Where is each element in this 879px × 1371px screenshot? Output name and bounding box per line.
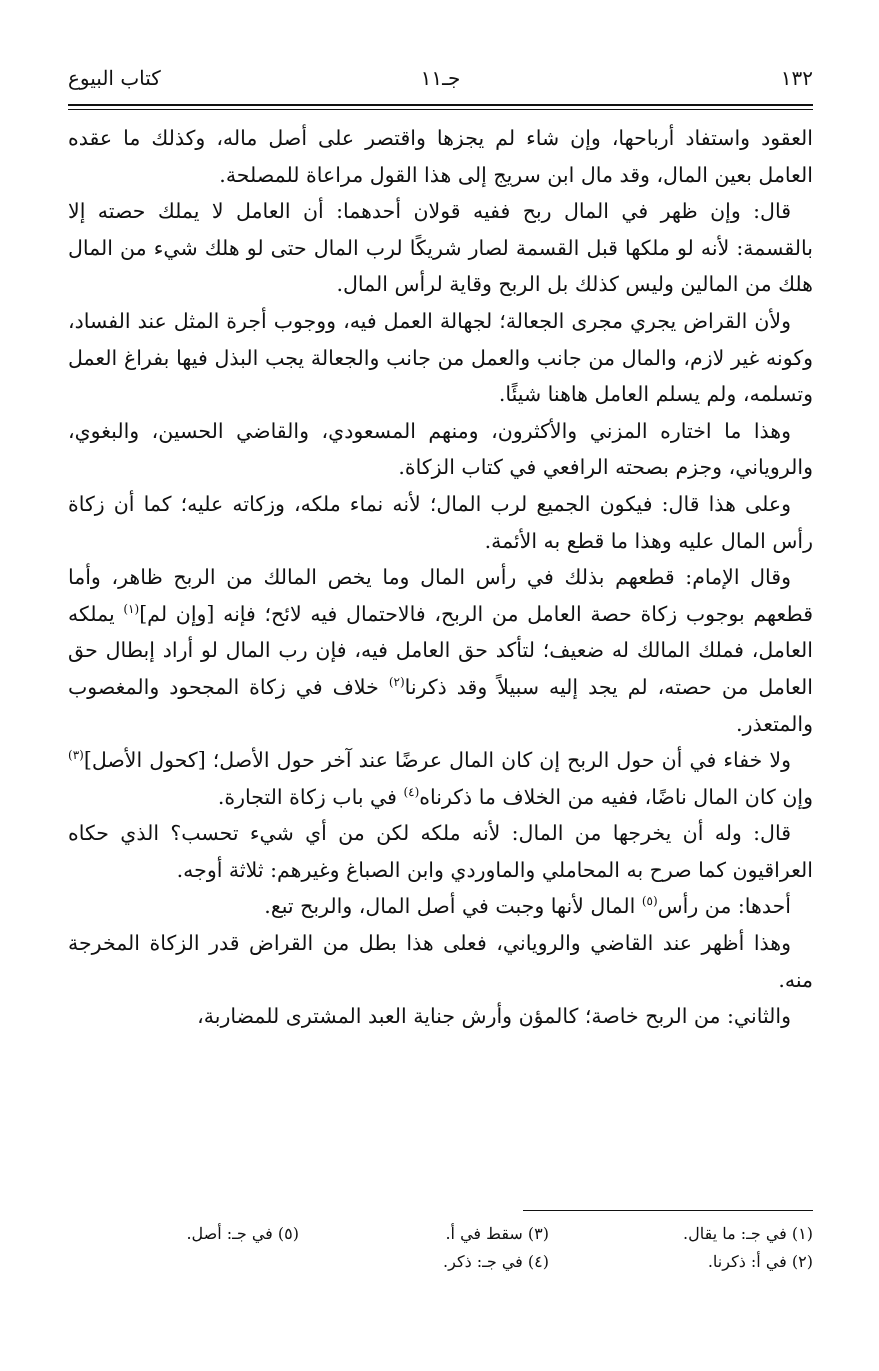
footnote-ref: (١) [123, 601, 140, 616]
page-header [68, 60, 813, 104]
paragraph-text: خلاف في زكاة المجحود والمغصوب والمتعذر. [68, 674, 813, 736]
paragraph-text: وقال الإمام: قطعهم بذلك في رأس المال وما يخص المالك من الربح ظاهر، وأما قطعهم بوجوب زكاة حصة العامل من الربح، فالاحتمال فيه لائح؛ فإنه [وإن لم] [68, 565, 814, 626]
header-rule [68, 104, 813, 106]
footnote-row [68, 1248, 813, 1276]
paragraph: قال: وله أن يخرجها من المال: لأنه ملكه لكن من أي شيء تحسب؟ الذي حكاه العراقيون كما صرح به المحاملي والماوردي وابن الصباغ وغيرهم: ثلاثة أوجه. [68, 821, 813, 882]
paragraph-text: المال لأنها وجبت في أصل المال، والربح تبع. [264, 894, 642, 919]
footnotes [68, 1220, 813, 1276]
footnote-ref: (٥) [641, 894, 658, 909]
paragraph-text: في باب زكاة التجارة. [217, 784, 404, 809]
paragraph: قال: وإن ظهر في المال ربح ففيه قولان أحدهما: أن العامل لا يملك حصته إلا بالقسمة: لأنه لو ملكها قبل القسمة لصار شريكًا لرب المال حتى لو هلك شيء من المال هلك من المالين وليس كذلك بل الربح وقاية لرأس المال. [68, 199, 813, 297]
footnote-ref: (٣) [68, 748, 84, 763]
paragraph: ولأن القراض يجري مجرى الجعالة؛ لجهالة العمل فيه، ووجوب أجرة المثل عند الفساد، وكونه غير لازم، والمال من جانب والعمل من جانب والجعالة يجب البذل فيها بفراغ العمل وتسلمه، ولم يسلم العامل هاهنا شيئًا. [68, 308, 813, 407]
paragraph-text: ولا خفاء في أن حول الربح إن كان المال عرضًا عند آخر حول الأصل؛ [كحول الأصل] [83, 748, 791, 773]
header-rule-thin [68, 109, 813, 110]
page-number: ١٣٢ [780, 66, 813, 90]
main-text [68, 120, 813, 1035]
book-page [68, 60, 813, 1320]
paragraph-text: أحدها: من رأس [657, 894, 791, 919]
paragraph: وهذا ما اختاره المزني والأكثرون، ومنهم المسعودي، والقاضي الحسين، والبغوي، والروياني، وجزم بصحته الرافعي في كتاب الزكاة. [68, 418, 813, 480]
paragraph [68, 742, 813, 815]
footnote: (٤) في جـ: ذكر. [443, 1252, 549, 1271]
paragraph [68, 888, 813, 925]
paragraph: والثاني: من الربح خاصة؛ كالمؤن وأرش جناية العبد المشترى للمضاربة، [197, 1004, 791, 1029]
footnote-row [68, 1220, 813, 1248]
paragraph-text: وإن كان المال ناضًا، ففيه من الخلاف ما ذكرناه [419, 784, 813, 809]
paragraph [68, 559, 813, 742]
paragraph: وعلى هذا قال: فيكون الجميع لرب المال؛ لأنه نماء ملكه، وزكاته عليه؛ كما أن زكاة رأس المال عليه وهذا ما قطع به الأئمة. [68, 491, 813, 553]
paragraph-text: يملكه العامل، فملك المالك له ضعيف؛ لتأكد حق العامل فيه، فإن رب المال لو أراد إبطال حق العامل من حصته، لم يجد إليه سبيلاً وقد ذكرنا [68, 601, 813, 699]
paragraph: العقود واستفاد أرباحها، وإن شاء لم يجزها واقتصر على أصل ماله، وكذلك ما عقده العامل بعين المال، وقد مال ابن سريج إلى هذا القول مراعاة للمصلحة. [68, 126, 813, 187]
footnote: (١) في جـ: ما يقال. [683, 1224, 813, 1243]
book-title: كتاب البيوع [68, 66, 161, 90]
footnote: (٢) في أ: ذكرنا. [707, 1252, 813, 1271]
paragraph: وهذا أظهر عند القاضي والروياني، فعلى هذا بطل من القراض قدر الزكاة المخرجة منه. [68, 931, 813, 992]
footnote: (٣) سقط في أ. [445, 1224, 549, 1243]
footnote: (٥) في جـ: أصل. [186, 1224, 299, 1243]
footnote-ref: (٢) [388, 675, 405, 690]
footnote-ref: (٤) [403, 784, 420, 799]
volume-label: جـ١١ [420, 66, 461, 90]
footnote-rule [523, 1210, 813, 1211]
